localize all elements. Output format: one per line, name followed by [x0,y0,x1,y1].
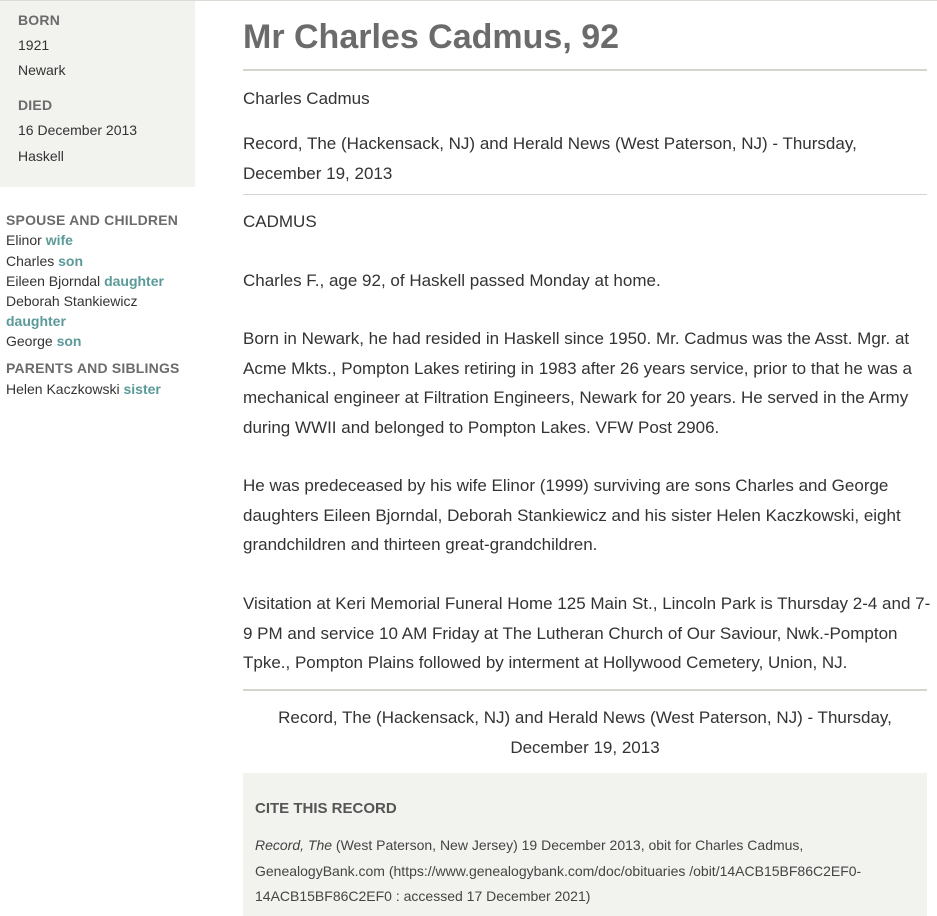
cite-record-panel [243,773,927,916]
relation-type: sister [123,381,161,397]
cite-text [255,833,915,910]
cite-body: (West Paterson, New Jersey) 19 December 2013, obit for Charles Cadmus, GenealogyBank.com (https://www.genealogybank.com/doc/obituaries /obit/14ACB15BF86C2EF0-14ACB15BF86C2EF0 : accessed 17 December 2021) [255,837,862,904]
relation-type: wife [45,232,73,248]
born-place: Newark [18,62,66,78]
relation-item[interactable] [6,379,161,399]
relation-type: son [58,253,84,269]
parents-siblings-heading: PARENTS AND SIBLINGS [6,360,180,376]
relation-type: daughter [6,313,66,329]
relation-type: daughter [104,273,164,289]
spouse-children-heading: SPOUSE AND CHILDREN [6,212,179,228]
relation-name[interactable]: Helen Kaczkowski [6,381,120,397]
title-divider [243,69,927,71]
relation-item[interactable] [6,251,83,271]
born-label: BORN [18,12,61,28]
body-divider [243,689,927,691]
source-citation-bottom: Record, The (Hackensack, NJ) and Herald News (West Paterson, NJ) - Thursday, December 19, 2013 [278,708,892,757]
obituary-heading: CADMUS [243,212,317,231]
page-title: Mr Charles Cadmus, 92 [243,18,620,56]
relation-type-wrap [6,311,66,331]
died-date: 16 December 2013 [18,122,138,138]
cite-publication: Record, The [255,837,333,853]
source-divider [243,194,927,195]
person-name: Charles Cadmus [243,89,370,108]
relation-item[interactable] [6,230,73,250]
relation-item[interactable] [6,291,138,311]
source-citation-top: Record, The (Hackensack, NJ) and Herald News (West Paterson, NJ) - Thursday, December 19, 2013 [243,134,857,183]
obituary-paragraph: Charles F., age 92, of Haskell passed Monday at home. [243,271,661,290]
relation-item[interactable] [6,331,81,351]
born-year: 1921 [18,37,50,53]
relation-item[interactable] [6,271,164,291]
relation-name[interactable]: Elinor [6,232,42,248]
obituary-paragraph: Visitation at Keri Memorial Funeral Home 125 Main St., Lincoln Park is Thursday 2-4 and 7-9 PM and service 10 AM Friday at The Lutheran Church of Our Saviour, Nwk.-Pompton Tpke., Pompton Plains followed by interment at Hollywood Cemetery, Union, NJ. [243,594,931,672]
died-label: DIED [18,97,53,113]
relation-name[interactable]: Deborah Stankiewicz [6,293,138,309]
cite-heading: CITE THIS RECORD [255,800,397,817]
obituary-paragraph: He was predeceased by his wife Elinor (1999) surviving are sons Charles and George daughters Eileen Bjorndal, Deborah Stankiewicz and his sister Helen Kaczkowski, eight grandchildren and thirteen great-grandchildren. [243,476,901,554]
relation-name[interactable]: Charles [6,253,55,269]
relation-name[interactable]: George [6,333,53,349]
relation-type: son [56,333,82,349]
relation-name[interactable]: Eileen Bjorndal [6,273,101,289]
obituary-paragraph: Born in Newark, he had resided in Haskell since 1950. Mr. Cadmus was the Asst. Mgr. at Acme Mkts., Pompton Lakes retiring in 1983 after 26 years service, prior to that he was a mechanical engineer at Filtration Engineers, Newark for 20 years. He served in the Army during WWII and belonged to Pompton Lakes. VFW Post 2906. [243,329,912,437]
died-place: Haskell [18,148,64,164]
